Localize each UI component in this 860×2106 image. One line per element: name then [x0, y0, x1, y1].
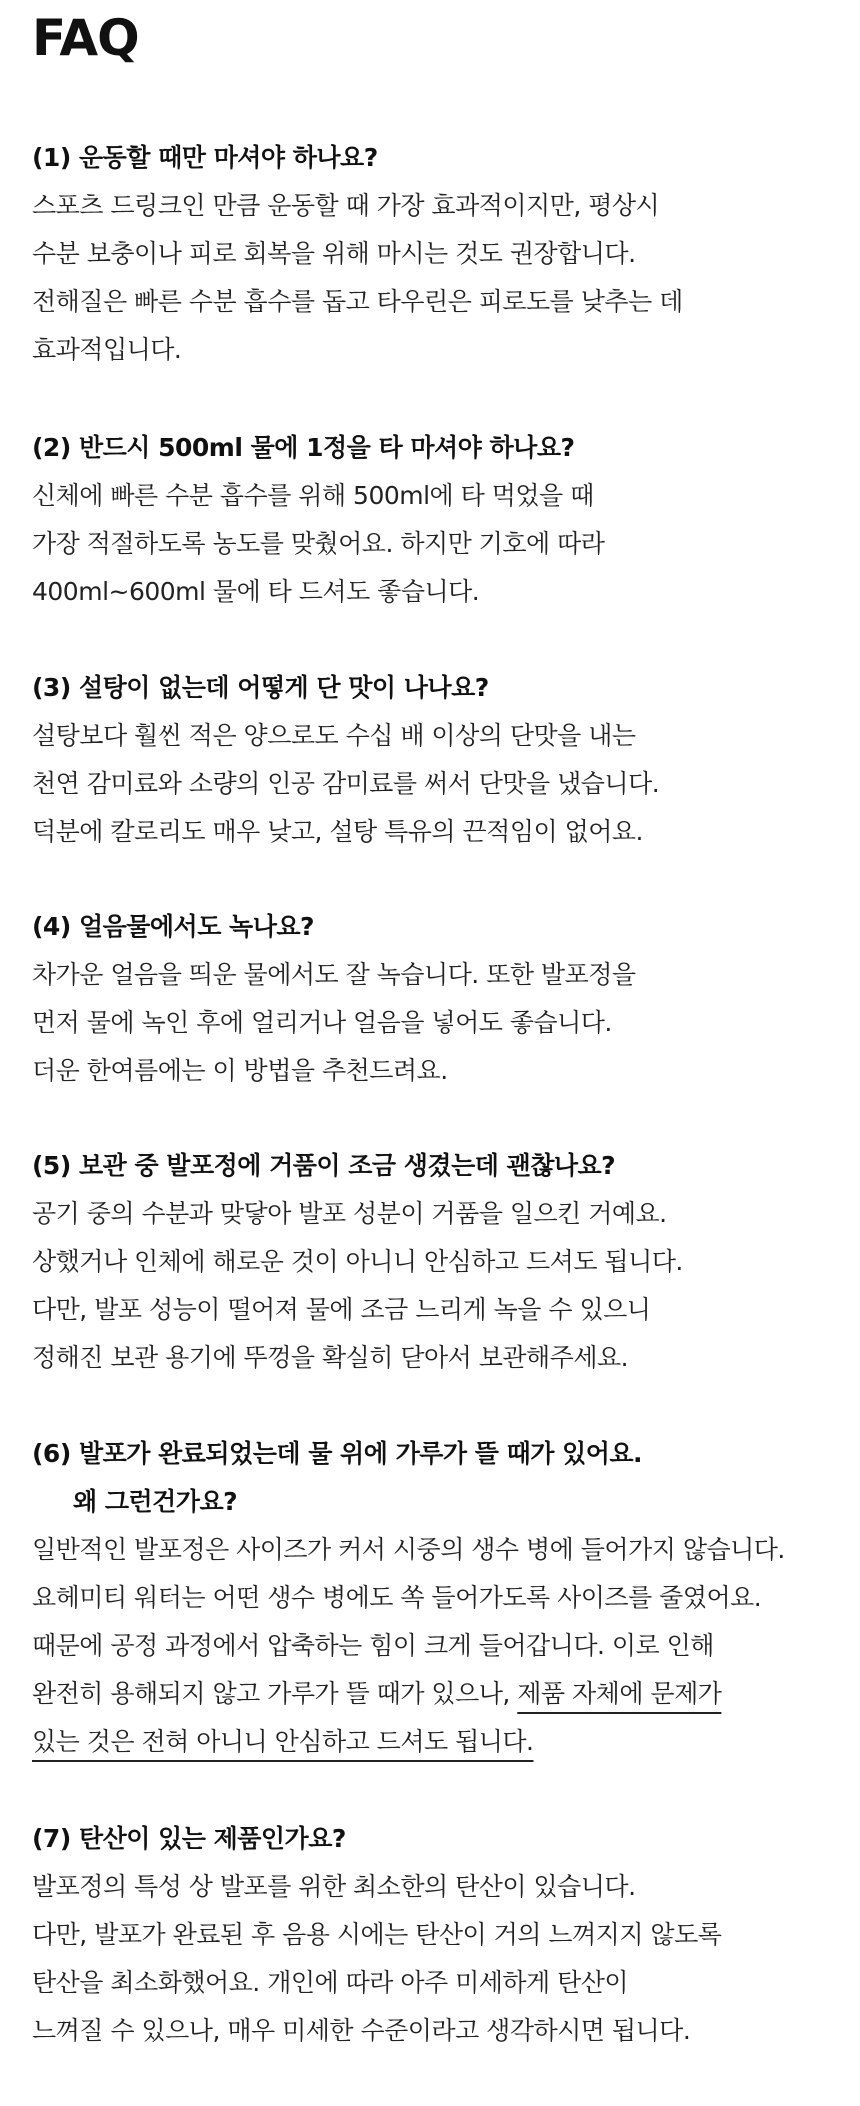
faq-answer-line: 탄산을 최소화했어요. 개인에 따라 아주 미세하게 탄산이	[32, 1968, 629, 1997]
faq-answer-text: 완전히 용해되지 않고 가루가 뜰 때가 있으나,	[32, 1679, 518, 1708]
underlined-emphasis-text: 있는 것은 전혀 아니니 안심하고 드셔도 됩니다.	[32, 1727, 534, 1756]
faq-item-4	[32, 903, 832, 1095]
faq-item-7	[32, 1815, 832, 2055]
faq-answer-line: 다만, 발포가 완료된 후 음용 시에는 탄산이 거의 느껴지지 않도록	[32, 1920, 722, 1949]
faq-answer-line: 전해질은 빠른 수분 흡수를 돕고 타우린은 피로도를 낮추는 데	[32, 287, 683, 316]
faq-answer-line: 덕분에 칼로리도 매우 낮고, 설탕 특유의 끈적임이 없어요.	[32, 817, 643, 846]
faq-answer-line: 더운 한여름에는 이 방법을 추천드려요.	[32, 1056, 448, 1085]
faq-question-continued: 왜 그런건가요?	[73, 1487, 238, 1516]
faq-question: (3) 설탕이 없는데 어떻게 단 맛이 나나요?	[32, 673, 489, 702]
faq-question: (6) 발포가 완료되었는데 물 위에 가루가 뜰 때가 있어요.	[32, 1439, 643, 1468]
faq-question: (2) 반드시 500ml 물에 1정을 타 마셔야 하나요?	[32, 433, 575, 462]
faq-question: (5) 보관 중 발포정에 거품이 조금 생겼는데 괜찮나요?	[32, 1151, 616, 1180]
faq-answer-line: 효과적입니다.	[32, 335, 182, 364]
faq-item-6	[32, 1430, 832, 1766]
faq-answer-line: 공기 중의 수분과 맞닿아 발포 성분이 거품을 일으킨 거예요.	[32, 1199, 667, 1228]
faq-answer-line: 신체에 빠른 수분 흡수를 위해 500ml에 타 먹었을 때	[32, 481, 594, 510]
faq-answer-line: 일반적인 발포정은 사이즈가 커서 시중의 생수 병에 들어가지 않습니다.	[32, 1535, 785, 1564]
faq-answer-line: 수분 보충이나 피로 회복을 위해 마시는 것도 권장합니다.	[32, 239, 636, 268]
faq-answer-line: 설탕보다 훨씬 적은 양으로도 수십 배 이상의 단맛을 내는	[32, 721, 636, 750]
faq-answer-line	[32, 1718, 832, 1766]
faq-question: (4) 얼음물에서도 녹나요?	[32, 912, 315, 941]
faq-answer-line: 상했거나 인체에 해로운 것이 아니니 안심하고 드셔도 됩니다.	[32, 1247, 683, 1276]
faq-answer-line: 먼저 물에 녹인 후에 얼리거나 얼음을 넣어도 좋습니다.	[32, 1008, 612, 1037]
faq-item-2	[32, 424, 832, 616]
faq-answer-line: 천연 감미료와 소량의 인공 감미료를 써서 단맛을 냈습니다.	[32, 769, 660, 798]
faq-item-1	[32, 134, 832, 374]
faq-item-5	[32, 1142, 832, 1382]
faq-answer-line: 차가운 얼음을 띄운 물에서도 잘 녹습니다. 또한 발포정을	[32, 960, 636, 989]
faq-answer-line: 느껴질 수 있으나, 매우 미세한 수준이라고 생각하시면 됩니다.	[32, 2016, 691, 2045]
faq-answer-line	[32, 1670, 832, 1718]
underlined-emphasis-text: 제품 자체에 문제가	[517, 1679, 722, 1708]
faq-answer-line: 400ml~600ml 물에 타 드셔도 좋습니다.	[32, 577, 480, 606]
faq-question: (7) 탄산이 있는 제품인가요?	[32, 1824, 346, 1853]
faq-answer-line: 스포츠 드링크인 만큼 운동할 때 가장 효과적이지만, 평상시	[32, 191, 660, 220]
page-title: FAQ	[32, 9, 139, 67]
faq-answer-line: 정해진 보관 용기에 뚜껑을 확실히 닫아서 보관해주세요.	[32, 1343, 629, 1372]
faq-answer-line: 가장 적절하도록 농도를 맞췄어요. 하지만 기호에 따라	[32, 529, 605, 558]
faq-answer-line: 때문에 공정 과정에서 압축하는 힘이 크게 들어갑니다. 이로 인해	[32, 1631, 714, 1660]
faq-item-3	[32, 664, 832, 856]
faq-answer-line: 발포정의 특성 상 발포를 위한 최소한의 탄산이 있습니다.	[32, 1872, 636, 1901]
faq-answer-line: 요헤미티 워터는 어떤 생수 병에도 쏙 들어가도록 사이즈를 줄였어요.	[32, 1583, 762, 1612]
faq-answer-line: 다만, 발포 성능이 떨어져 물에 조금 느리게 녹을 수 있으니	[32, 1295, 651, 1324]
faq-question: (1) 운동할 때만 마셔야 하나요?	[32, 143, 378, 172]
